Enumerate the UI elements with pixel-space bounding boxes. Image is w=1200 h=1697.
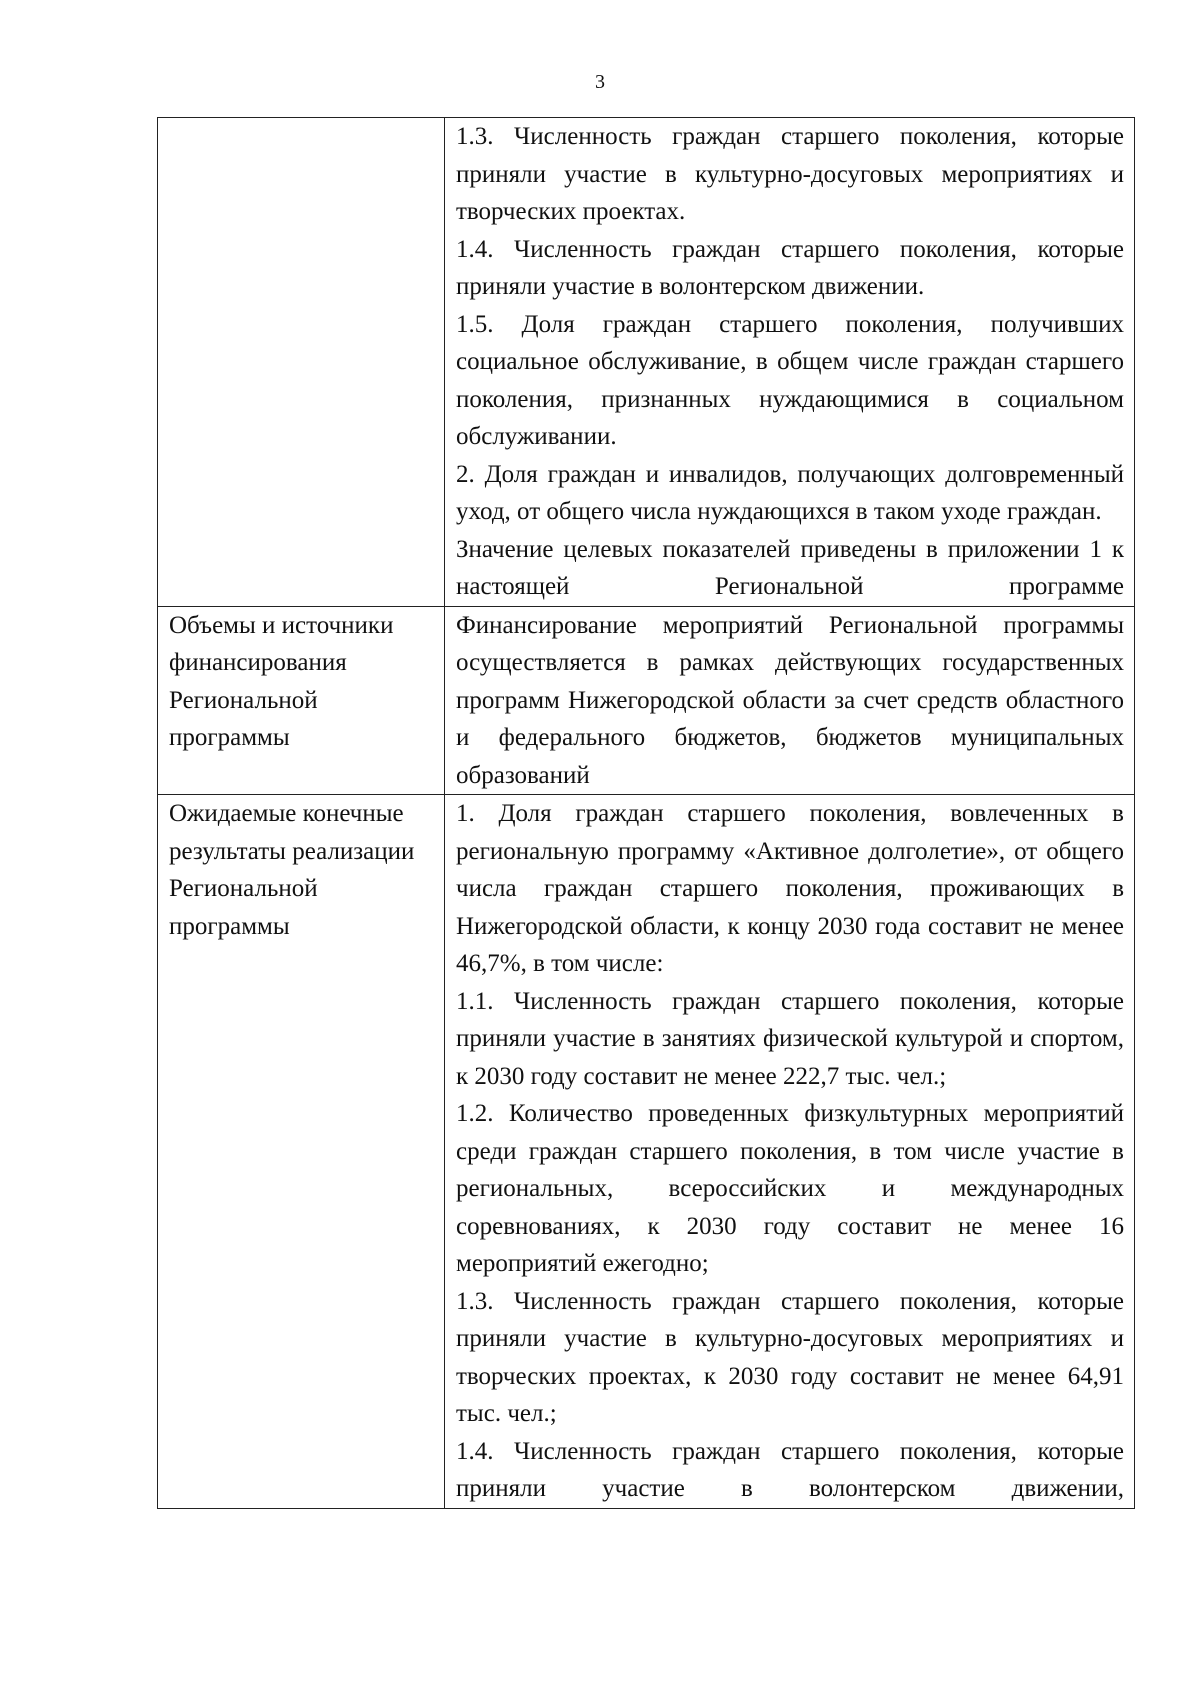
result-1-4: 1.4. Численность граждан старшего поколения, которые приняли участие в волонтерском движении, — [456, 1437, 1124, 1502]
table-row-expected-results — [158, 795, 1135, 1509]
row-content — [445, 118, 1135, 607]
result-1: 1. Доля граждан старшего поколения, вовлеченных в региональную программу «Активное долголетие», от общего числа граждан старшего поколения, проживающих в Нижегородской области, к концу 2030 года составит не менее 46,7%, в том числе: — [456, 800, 1124, 977]
row-label — [158, 118, 445, 607]
indicator-2: 2. Доля граждан и инвалидов, получающих долговременный уход, от общего числа нуждающихся в таком уходе граждан. — [456, 460, 1124, 525]
page-number: 3 — [595, 71, 605, 93]
row-label: Объемы и источники финансирования Региональной программы — [158, 606, 445, 795]
indicator-1-3: 1.3. Численность граждан старшего поколения, которые приняли участие в культурно-досуговых мероприятиях и творческих проектах. — [456, 123, 1124, 225]
result-1-1: 1.1. Численность граждан старшего поколения, которые приняли участие в занятиях физической культурой и спортом, к 2030 году составит не менее 222,7 тыс. чел.; — [456, 987, 1124, 1090]
indicator-values-note: Значение целевых показателей приведены в приложении 1 к настоящей Региональной программе — [456, 535, 1124, 600]
indicator-1-5: 1.5. Доля граждан старшего поколения, получивших социальное обслуживание, в общем числе граждан старшего поколения, признанных нуждающимися в социальном обслуживании. — [456, 310, 1124, 450]
result-1-2: 1.2. Количество проведенных физкультурных мероприятий среди граждан старшего поколения, в том числе участие в региональных, всероссийских и международных соревнованиях, к 2030 году составит не менее 16 мероприятий ежегодно; — [456, 1100, 1124, 1277]
row-label: Ожидаемые конечные результаты реализации Региональной программы — [158, 795, 445, 1509]
program-passport-table — [157, 117, 1135, 1509]
financing-text: Финансирование мероприятий Региональной программы осуществляется в рамках действующих государственных программ Нижегородской области за счет средств областного и федерального бюджетов, бюджетов муниципальных образований — [456, 611, 1124, 789]
row-content — [445, 795, 1135, 1509]
result-1-3: 1.3. Численность граждан старшего поколения, которые приняли участие в культурно-досуговых мероприятиях и творческих проектах, к 2030 году составит не менее 64,91 тыс. чел.; — [456, 1287, 1124, 1427]
indicator-1-4: 1.4. Численность граждан старшего поколения, которые приняли участие в волонтерском движении. — [456, 235, 1124, 300]
table-row-indicators — [158, 118, 1135, 607]
row-content — [445, 606, 1135, 795]
table-row-financing — [158, 606, 1135, 795]
